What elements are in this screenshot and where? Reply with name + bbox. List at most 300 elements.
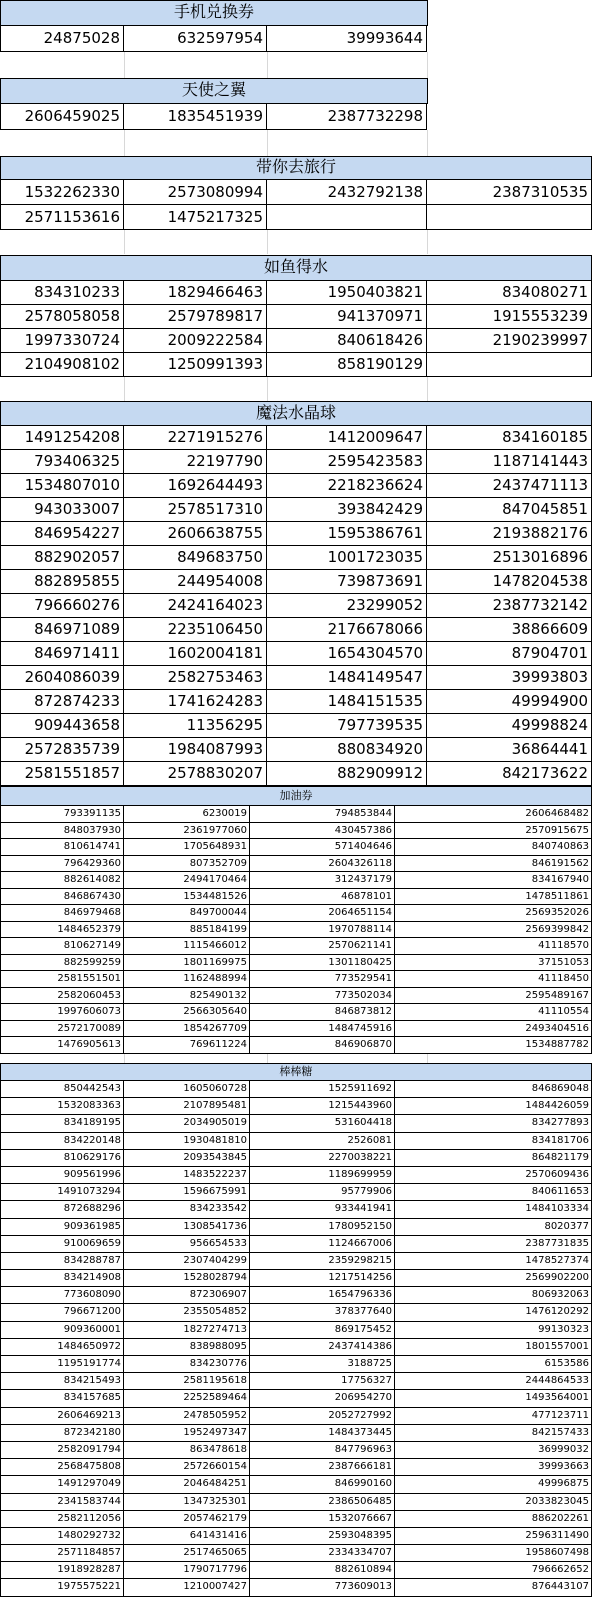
table-cell[interactable]: 1827274713 (124, 1322, 250, 1339)
table-cell[interactable]: 1491073294 (0, 1184, 124, 1201)
table-cell[interactable]: 2052727992 (250, 1408, 395, 1425)
table-cell[interactable]: 2252589464 (124, 1390, 250, 1407)
table-cell[interactable]: 1484745916 (250, 1021, 395, 1038)
table-cell[interactable]: 2034905019 (124, 1115, 250, 1132)
table-cell[interactable]: 1187141443 (427, 450, 592, 474)
table-cell[interactable]: 2387310535 (427, 180, 592, 205)
table-cell[interactable]: 2107895481 (124, 1098, 250, 1115)
table-row (0, 1476, 592, 1493)
table-row (0, 642, 592, 666)
table-cell[interactable]: 2494170464 (124, 872, 250, 889)
table-cell[interactable]: 840740863 (395, 839, 592, 856)
table-cell[interactable]: 773529541 (250, 971, 395, 988)
table-cell[interactable]: 6153586 (395, 1356, 592, 1373)
table-cell[interactable]: 1308541736 (124, 1219, 250, 1236)
table-row (0, 281, 592, 305)
table-cell[interactable]: 2176678066 (267, 618, 427, 642)
table-cell[interactable]: 2437471113 (427, 474, 592, 498)
table-cell[interactable]: 846971411 (0, 642, 124, 666)
table-cell[interactable]: 2334334707 (250, 1545, 395, 1562)
table-row (0, 872, 592, 889)
table-cell[interactable]: 1975575221 (0, 1579, 124, 1596)
coupon-section (0, 401, 592, 786)
table-cell[interactable]: 17756327 (250, 1373, 395, 1390)
table-cell[interactable]: 2569399842 (395, 922, 592, 939)
table-cell[interactable]: 847045851 (427, 498, 592, 522)
table-row (0, 905, 592, 922)
table-cell[interactable]: 1930481810 (124, 1133, 250, 1150)
table-cell[interactable]: 872874233 (0, 690, 124, 714)
table-cell[interactable]: 739873691 (267, 570, 427, 594)
table-cell[interactable]: 1780952150 (250, 1219, 395, 1236)
table-cell[interactable]: 1301180425 (250, 955, 395, 972)
table-cell[interactable]: 810627149 (0, 938, 124, 955)
table-cell[interactable]: 2517465065 (124, 1545, 250, 1562)
table-cell[interactable]: 2573080994 (124, 180, 267, 205)
table-cell[interactable]: 1480292732 (0, 1528, 124, 1545)
table-cell[interactable]: 1475217325 (124, 205, 267, 230)
table-cell[interactable]: 1958607498 (395, 1545, 592, 1562)
table-cell[interactable]: 1997330724 (0, 329, 124, 353)
table-cell[interactable]: 1124667006 (250, 1236, 395, 1253)
table-cell[interactable]: 1534807010 (0, 474, 124, 498)
table-cell[interactable]: 834189195 (0, 1115, 124, 1132)
table-cell[interactable]: 810629176 (0, 1150, 124, 1167)
table-cell[interactable]: 846906870 (250, 1037, 395, 1054)
table-cell[interactable]: 1596675991 (124, 1184, 250, 1201)
table-cell[interactable]: 36999032 (395, 1442, 592, 1459)
table-cell[interactable]: 2606469213 (0, 1408, 124, 1425)
table-cell[interactable]: 1692644493 (124, 474, 267, 498)
table-cell[interactable]: 24875028 (0, 26, 124, 52)
table-cell[interactable]: 1915553239 (427, 305, 592, 329)
table-cell[interactable]: 2569352026 (395, 905, 592, 922)
table-cell[interactable]: 850442543 (0, 1081, 124, 1098)
table-cell[interactable]: 846869048 (395, 1081, 592, 1098)
table-cell[interactable]: 773502034 (250, 988, 395, 1005)
table-cell[interactable]: 1952497347 (124, 1425, 250, 1442)
table-cell[interactable]: 1829466463 (124, 281, 267, 305)
table-cell[interactable]: 796429360 (0, 856, 124, 873)
table-cell[interactable]: 1478527374 (395, 1253, 592, 1270)
table-cell[interactable]: 2582060453 (0, 988, 124, 1005)
section-title: 棒棒糖 (0, 1063, 592, 1081)
table-cell[interactable]: 2578830207 (124, 762, 267, 786)
table-cell[interactable]: 2190239997 (427, 329, 592, 353)
table-cell[interactable]: 1970788114 (250, 922, 395, 939)
table-cell[interactable]: 1605060728 (124, 1081, 250, 1098)
table-cell[interactable]: 2572170089 (0, 1021, 124, 1038)
table-cell[interactable]: 531604418 (250, 1115, 395, 1132)
table-cell[interactable]: 886202261 (395, 1511, 592, 1528)
table-cell[interactable]: 206954270 (250, 1390, 395, 1407)
table-cell[interactable]: 2578058058 (0, 305, 124, 329)
table-cell[interactable]: 41118450 (395, 971, 592, 988)
table-cell[interactable]: 95779906 (250, 1184, 395, 1201)
table-cell[interactable]: 2104908102 (0, 353, 124, 377)
table-cell[interactable]: 49996875 (395, 1476, 592, 1493)
table-cell[interactable]: 2569902200 (395, 1270, 592, 1287)
table-cell[interactable]: 1534481526 (124, 889, 250, 906)
section-title: 带你去旅行 (0, 156, 592, 180)
table-cell[interactable]: 1484103334 (395, 1201, 592, 1218)
table-cell[interactable]: 1484149547 (267, 666, 427, 690)
table-row (0, 426, 592, 450)
table-cell[interactable]: 797739535 (267, 714, 427, 738)
table-cell[interactable]: 834157685 (0, 1390, 124, 1407)
table-cell[interactable]: 1484373445 (250, 1425, 395, 1442)
table-cell[interactable]: 1835451939 (124, 104, 267, 130)
table-cell[interactable]: 2595489167 (395, 988, 592, 1005)
table-cell[interactable]: 2493404516 (395, 1021, 592, 1038)
table-cell[interactable]: 2064651154 (250, 905, 395, 922)
table-cell[interactable]: 1918928287 (0, 1562, 124, 1579)
table-cell[interactable]: 863478618 (124, 1442, 250, 1459)
table-cell[interactable]: 956654533 (124, 1236, 250, 1253)
table-cell[interactable]: 1189699959 (250, 1167, 395, 1184)
table-cell[interactable]: 430457386 (250, 823, 395, 840)
table-cell[interactable]: 2593048395 (250, 1528, 395, 1545)
table-cell[interactable]: 842157433 (395, 1425, 592, 1442)
table-cell[interactable]: 1483522237 (124, 1167, 250, 1184)
table-row (0, 1339, 592, 1356)
table-cell[interactable]: 1195191774 (0, 1356, 124, 1373)
table-cell[interactable]: 1217514256 (250, 1270, 395, 1287)
table-cell[interactable]: 632597954 (124, 26, 267, 52)
table-cell[interactable]: 1528028794 (124, 1270, 250, 1287)
table-cell[interactable]: 796662652 (395, 1562, 592, 1579)
table-cell[interactable]: 39993803 (427, 666, 592, 690)
table-cell[interactable]: 2604086039 (0, 666, 124, 690)
table-row (0, 889, 592, 906)
table-cell[interactable]: 846971089 (0, 618, 124, 642)
table-cell[interactable]: 2606468482 (395, 806, 592, 823)
table-cell[interactable]: 39993644 (267, 26, 427, 52)
table-cell[interactable]: 834310233 (0, 281, 124, 305)
table-cell[interactable]: 858190129 (267, 353, 427, 377)
table-cell[interactable]: 2057462179 (124, 1511, 250, 1528)
table-cell[interactable]: 1484426059 (395, 1098, 592, 1115)
table-cell[interactable]: 943033007 (0, 498, 124, 522)
table-cell[interactable]: 2581195618 (124, 1373, 250, 1390)
table-cell[interactable]: 393842429 (267, 498, 427, 522)
table-cell[interactable]: 2432792138 (267, 180, 427, 205)
table-cell[interactable]: 1478511861 (395, 889, 592, 906)
table-cell[interactable]: 2566305640 (124, 1004, 250, 1021)
table-cell[interactable]: 1705648931 (124, 839, 250, 856)
table-cell[interactable]: 1997606073 (0, 1004, 124, 1021)
table-cell[interactable]: 769611224 (124, 1037, 250, 1054)
table-cell[interactable]: 834181706 (395, 1133, 592, 1150)
table-row (0, 666, 592, 690)
table-cell[interactable]: 1001723035 (267, 546, 427, 570)
table-cell[interactable]: 1534887782 (395, 1037, 592, 1054)
table-cell[interactable]: 794853844 (250, 806, 395, 823)
table-cell[interactable]: 1801557001 (395, 1339, 592, 1356)
table-cell[interactable]: 1478204538 (427, 570, 592, 594)
table-cell[interactable]: 882895855 (0, 570, 124, 594)
table-cell[interactable]: 909361985 (0, 1219, 124, 1236)
table-cell[interactable]: 1484151535 (267, 690, 427, 714)
table-cell[interactable]: 2386506485 (250, 1494, 395, 1511)
table-cell[interactable]: 838988095 (124, 1339, 250, 1356)
table-cell[interactable]: 49998824 (427, 714, 592, 738)
table-cell[interactable]: 2387731835 (395, 1236, 592, 1253)
table-cell[interactable]: 1215443960 (250, 1098, 395, 1115)
table-cell[interactable]: 847796963 (250, 1442, 395, 1459)
table-cell[interactable]: 2355054852 (124, 1304, 250, 1321)
table-cell[interactable]: 2387732298 (267, 104, 427, 130)
table-cell[interactable]: 909561996 (0, 1167, 124, 1184)
table-cell[interactable]: 2046484251 (124, 1476, 250, 1493)
table-cell[interactable]: 2579789817 (124, 305, 267, 329)
table-cell[interactable]: 796660276 (0, 594, 124, 618)
table-cell[interactable]: 2572835739 (0, 738, 124, 762)
table-cell[interactable]: 2387732142 (427, 594, 592, 618)
table-cell[interactable]: 910069659 (0, 1236, 124, 1253)
table-row (0, 1167, 592, 1184)
table-cell[interactable]: 2235106450 (124, 618, 267, 642)
table-cell[interactable]: 1412009647 (267, 426, 427, 450)
table-cell[interactable]: 1654796336 (250, 1287, 395, 1304)
blank-row (0, 130, 592, 156)
table-cell[interactable]: 885184199 (124, 922, 250, 939)
table-cell[interactable]: 876443107 (395, 1579, 592, 1596)
table-cell[interactable]: 2578517310 (124, 498, 267, 522)
table-cell[interactable]: 793391135 (0, 806, 124, 823)
table-cell[interactable]: 2571184857 (0, 1545, 124, 1562)
table-cell[interactable]: 1250991393 (124, 353, 267, 377)
table-cell[interactable]: 2444864533 (395, 1373, 592, 1390)
table-cell[interactable]: 840611653 (395, 1184, 592, 1201)
table-cell[interactable]: 1491297049 (0, 1476, 124, 1493)
table-cell[interactable]: 773609013 (250, 1579, 395, 1596)
table-cell[interactable]: 2596311490 (395, 1528, 592, 1545)
table-cell[interactable]: 864821179 (395, 1150, 592, 1167)
blank-row (0, 1054, 592, 1064)
table-cell[interactable]: 2526081 (250, 1133, 395, 1150)
coupon-section (0, 0, 592, 52)
table-cell[interactable]: 869175452 (250, 1322, 395, 1339)
table-cell[interactable]: 1532076667 (250, 1511, 395, 1528)
table-cell[interactable]: 933441941 (250, 1201, 395, 1218)
table-cell[interactable]: 1741624283 (124, 690, 267, 714)
table-cell[interactable]: 2093543845 (124, 1150, 250, 1167)
table-cell[interactable]: 806932063 (395, 1287, 592, 1304)
table-cell[interactable]: 872306907 (124, 1287, 250, 1304)
table-cell[interactable]: 8020377 (395, 1219, 592, 1236)
table-cell[interactable]: 834080271 (427, 281, 592, 305)
blank-row (0, 52, 592, 78)
table-cell[interactable]: 2582753463 (124, 666, 267, 690)
table-cell[interactable]: 840618426 (267, 329, 427, 353)
table-cell[interactable]: 796671200 (0, 1304, 124, 1321)
table-cell[interactable]: 641431416 (124, 1528, 250, 1545)
table-cell[interactable]: 22197790 (124, 450, 267, 474)
table-cell[interactable]: 846191562 (395, 856, 592, 873)
table-cell[interactable]: 849683750 (124, 546, 267, 570)
table-cell[interactable]: 2307404299 (124, 1253, 250, 1270)
table-cell[interactable]: 2571153616 (0, 205, 124, 230)
table-cell[interactable]: 1525911692 (250, 1081, 395, 1098)
table-cell[interactable]: 2424164023 (124, 594, 267, 618)
table-cell[interactable]: 2582112056 (0, 1511, 124, 1528)
table-cell[interactable]: 834277893 (395, 1115, 592, 1132)
table-cell[interactable]: 1790717796 (124, 1562, 250, 1579)
table-cell[interactable]: 909443658 (0, 714, 124, 738)
table-cell[interactable]: 941370971 (267, 305, 427, 329)
table-cell[interactable]: 2359298215 (250, 1253, 395, 1270)
table-cell[interactable]: 1493564001 (395, 1390, 592, 1407)
table-cell[interactable]: 2581551501 (0, 971, 124, 988)
table-row (0, 938, 592, 955)
table-cell[interactable]: 882610894 (250, 1562, 395, 1579)
table-cell[interactable]: 1484650972 (0, 1339, 124, 1356)
coupon-section (0, 786, 592, 1054)
table-cell[interactable]: 793406325 (0, 450, 124, 474)
table-cell[interactable]: 834167940 (395, 872, 592, 889)
table-cell[interactable]: 99130323 (395, 1322, 592, 1339)
table-row (0, 450, 592, 474)
table-cell[interactable]: 834288787 (0, 1253, 124, 1270)
table-cell[interactable]: 846979468 (0, 905, 124, 922)
table-cell[interactable]: 2595423583 (267, 450, 427, 474)
table-cell[interactable]: 882902057 (0, 546, 124, 570)
table-cell[interactable]: 312437179 (250, 872, 395, 889)
table-cell[interactable]: 834214908 (0, 1270, 124, 1287)
table-cell[interactable]: 2009222584 (124, 329, 267, 353)
table-cell[interactable]: 36864441 (427, 738, 592, 762)
table-cell[interactable]: 2570621141 (250, 938, 395, 955)
table-cell[interactable]: 834233542 (124, 1201, 250, 1218)
table-cell[interactable]: 842173622 (427, 762, 592, 786)
table-cell[interactable] (427, 353, 592, 377)
table-row (0, 1442, 592, 1459)
table-cell[interactable]: 2513016896 (427, 546, 592, 570)
table-cell[interactable]: 846873812 (250, 1004, 395, 1021)
table-cell[interactable]: 880834920 (267, 738, 427, 762)
table-cell[interactable] (427, 205, 592, 230)
table-row (0, 1115, 592, 1132)
table-cell[interactable]: 872688296 (0, 1201, 124, 1218)
table-cell[interactable]: 2606638755 (124, 522, 267, 546)
table-cell[interactable]: 2604326118 (250, 856, 395, 873)
table-cell[interactable]: 834220148 (0, 1133, 124, 1150)
table-cell[interactable]: 882614082 (0, 872, 124, 889)
table-cell[interactable]: 882909912 (267, 762, 427, 786)
table-cell[interactable]: 872342180 (0, 1425, 124, 1442)
table-row (0, 329, 592, 353)
table-cell[interactable]: 1476905613 (0, 1037, 124, 1054)
table-cell[interactable]: 38866609 (427, 618, 592, 642)
table-cell[interactable]: 2582091794 (0, 1442, 124, 1459)
table-cell[interactable]: 3188725 (250, 1356, 395, 1373)
table-row (0, 1253, 592, 1270)
table-cell[interactable]: 1115466012 (124, 938, 250, 955)
section-title: 魔法水晶球 (0, 401, 592, 426)
table-cell[interactable]: 2218236624 (267, 474, 427, 498)
table-row (0, 762, 592, 786)
table-cell[interactable]: 882599259 (0, 955, 124, 972)
table-cell[interactable]: 909360001 (0, 1322, 124, 1339)
table-cell[interactable]: 244954008 (124, 570, 267, 594)
table-cell[interactable]: 2270038221 (250, 1150, 395, 1167)
table-cell[interactable]: 2437414386 (250, 1339, 395, 1356)
table-cell[interactable]: 378377640 (250, 1304, 395, 1321)
table-cell[interactable]: 1854267709 (124, 1021, 250, 1038)
table-cell[interactable]: 1532262330 (0, 180, 124, 205)
table-cell[interactable]: 23299052 (267, 594, 427, 618)
table-row (0, 738, 592, 762)
table-cell[interactable]: 834215493 (0, 1373, 124, 1390)
table-cell[interactable]: 807352709 (124, 856, 250, 873)
table-cell[interactable]: 810614741 (0, 839, 124, 856)
table-cell[interactable]: 1162488994 (124, 971, 250, 988)
table-cell[interactable]: 1476120292 (395, 1304, 592, 1321)
table-cell[interactable]: 1484652379 (0, 922, 124, 939)
table-cell[interactable]: 1532083363 (0, 1098, 124, 1115)
table-cell[interactable]: 41110554 (395, 1004, 592, 1021)
table-cell[interactable]: 1347325301 (124, 1494, 250, 1511)
table-cell[interactable]: 39993663 (395, 1459, 592, 1476)
table-cell[interactable]: 846954227 (0, 522, 124, 546)
table-cell[interactable]: 846867430 (0, 889, 124, 906)
table-cell[interactable]: 87904701 (427, 642, 592, 666)
table-cell[interactable]: 2572660154 (124, 1459, 250, 1476)
table-cell[interactable]: 846990160 (250, 1476, 395, 1493)
table-cell[interactable]: 2606459025 (0, 104, 124, 130)
table-cell[interactable]: 46878101 (250, 889, 395, 906)
table-cell[interactable]: 1210007427 (124, 1579, 250, 1596)
table-cell[interactable]: 2387666181 (250, 1459, 395, 1476)
table-cell[interactable]: 2570915675 (395, 823, 592, 840)
table-cell[interactable]: 2193882176 (427, 522, 592, 546)
table-cell[interactable]: 1602004181 (124, 642, 267, 666)
table-cell[interactable]: 2341583744 (0, 1494, 124, 1511)
table-cell[interactable]: 6230019 (124, 806, 250, 823)
table-cell[interactable]: 2033823045 (395, 1494, 592, 1511)
table-row (0, 474, 592, 498)
table-cell[interactable]: 773608090 (0, 1287, 124, 1304)
table-cell[interactable]: 834230776 (124, 1356, 250, 1373)
table-cell[interactable]: 834160185 (427, 426, 592, 450)
table-row (0, 1408, 592, 1425)
table-cell[interactable]: 2361977060 (124, 823, 250, 840)
table-cell[interactable]: 848037930 (0, 823, 124, 840)
table-cell[interactable]: 2570609436 (395, 1167, 592, 1184)
table-cell[interactable]: 49994900 (427, 690, 592, 714)
table-cell[interactable]: 849700044 (124, 905, 250, 922)
table-cell[interactable]: 2271915276 (124, 426, 267, 450)
table-cell[interactable]: 11356295 (124, 714, 267, 738)
table-cell[interactable]: 2568475808 (0, 1459, 124, 1476)
table-cell[interactable]: 37151053 (395, 955, 592, 972)
table-cell[interactable]: 1950403821 (267, 281, 427, 305)
table-row (0, 305, 592, 329)
table-cell[interactable]: 1984087993 (124, 738, 267, 762)
table-cell[interactable]: 825490132 (124, 988, 250, 1005)
table-cell[interactable]: 477123711 (395, 1408, 592, 1425)
table-cell[interactable]: 571404646 (250, 839, 395, 856)
table-cell[interactable]: 1801169975 (124, 955, 250, 972)
table-cell[interactable]: 1595386761 (267, 522, 427, 546)
table-cell[interactable]: 1654304570 (267, 642, 427, 666)
table-cell[interactable]: 2581551857 (0, 762, 124, 786)
table-cell[interactable]: 2478505952 (124, 1408, 250, 1425)
table-cell[interactable]: 1491254208 (0, 426, 124, 450)
table-cell[interactable]: 41118570 (395, 938, 592, 955)
table-cell[interactable] (267, 205, 427, 230)
